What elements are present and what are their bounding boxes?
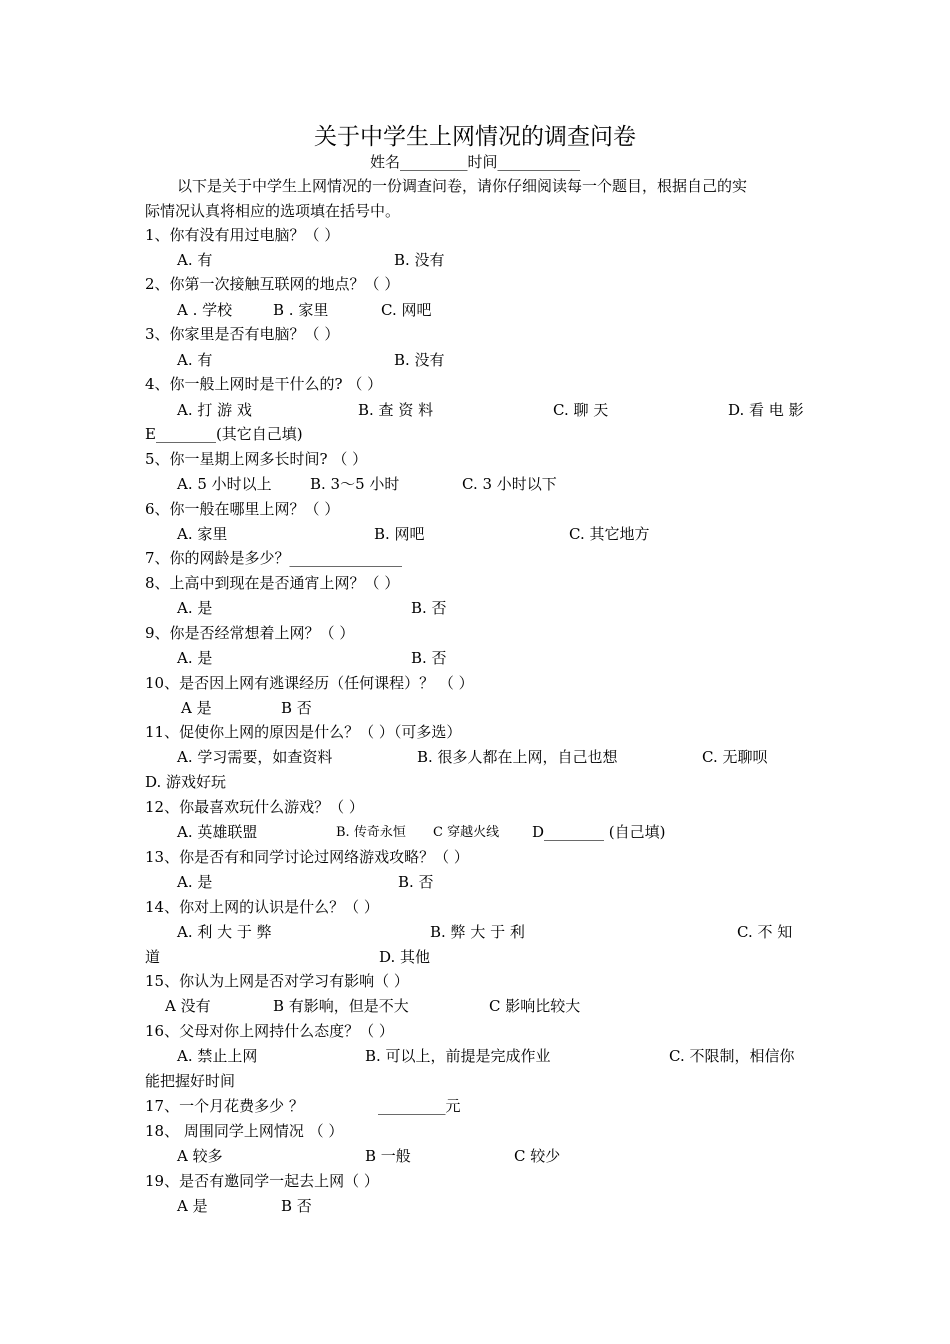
question-15 xyxy=(145,969,808,994)
intro-line-1: 以下是关于中学生上网情况的一份调查问卷，请你仔细阅读每一个题目，根据自己的实 xyxy=(177,177,748,195)
question-4-options-cont xyxy=(145,422,808,447)
question-7 xyxy=(145,546,808,571)
intro-paragraph-cont xyxy=(145,199,808,224)
question-4-options xyxy=(145,398,808,423)
question-9 xyxy=(145,621,808,646)
option-b: B. 否 xyxy=(411,599,447,617)
question-14-options xyxy=(145,920,808,945)
question-text: 17、一个月花费多少 ？ xyxy=(145,1097,304,1115)
question-3-options xyxy=(145,348,808,373)
option-a: A. 打 游 戏 xyxy=(177,401,252,419)
option-a: A 是 xyxy=(177,1197,208,1215)
option-a: A. 是 xyxy=(177,873,213,891)
question-text: 10、是否因上网有逃课经历（任何课程）？ （ ） xyxy=(145,674,474,692)
question-text: 18、 周围同学上网情况 （ ） xyxy=(145,1122,344,1140)
question-text: 3、你家里是否有电脑？（ ） xyxy=(145,325,340,343)
option-a: A. 是 xyxy=(177,649,213,667)
option-d: D________ (自己填) xyxy=(532,823,666,841)
question-18 xyxy=(145,1119,808,1144)
option-c: C. 网吧 xyxy=(381,301,432,319)
question-10-options xyxy=(145,696,808,721)
question-text: 4、你一般上网时是干什么的? （ ） xyxy=(145,375,383,393)
question-4 xyxy=(145,372,808,397)
question-19-options xyxy=(145,1194,808,1219)
option-b: B. 没有 xyxy=(394,251,445,269)
question-15-options xyxy=(145,994,808,1019)
question-16 xyxy=(145,1019,808,1044)
option-d: D. 看 电 影 xyxy=(728,401,804,419)
question-16-options-cont xyxy=(145,1069,808,1094)
intro-line-2: 际情况认真将相应的选项填在括号中。 xyxy=(145,202,401,220)
question-text: 11、促使你上网的原因是什么？（ ）（可多选） xyxy=(145,723,462,741)
question-13-options xyxy=(145,870,808,895)
option-c-continued: 能把握好时间 xyxy=(145,1072,236,1090)
question-text: 16、父母对你上网持什么态度？（ ） xyxy=(145,1022,394,1040)
option-a: A. 禁止上网 xyxy=(177,1047,258,1065)
question-10 xyxy=(145,671,808,696)
option-d: D. 游戏好玩 xyxy=(145,773,227,791)
question-18-options xyxy=(145,1144,808,1169)
option-d: D. 其他 xyxy=(379,948,431,966)
question-1 xyxy=(145,223,808,248)
option-c: C. 聊 天 xyxy=(553,401,609,419)
question-12 xyxy=(145,795,808,820)
option-b: B. 可以上，前提是完成作业 xyxy=(365,1047,551,1065)
question-6-options xyxy=(145,522,808,547)
option-b: B. 否 xyxy=(411,649,447,667)
question-text: 14、你对上网的认识是什么？（ ） xyxy=(145,898,379,916)
question-1-options xyxy=(145,248,808,273)
question-2 xyxy=(145,272,808,297)
option-a: A. 5 小时以上 xyxy=(177,475,272,493)
option-c: C 穿越火线 xyxy=(433,825,500,840)
option-c-continued: 道 xyxy=(145,948,161,966)
option-c: C 影响比较大 xyxy=(489,997,581,1015)
question-11-options xyxy=(145,745,808,770)
question-text: 15、你认为上网是否对学习有影响（ ） xyxy=(145,972,409,990)
question-text: 6、你一般在哪里上网？（ ） xyxy=(145,500,340,518)
question-text: 8、上高中到现在是否通宵上网？（ ） xyxy=(145,574,400,592)
option-a: A . 学校 xyxy=(177,301,233,319)
question-text: 19、是否有邀同学一起去上网（ ） xyxy=(145,1172,379,1190)
question-17 xyxy=(145,1094,808,1119)
name-time-line: 姓名_________时间___________ xyxy=(369,153,580,171)
question-16-options xyxy=(145,1044,808,1069)
option-b: B 否 xyxy=(281,699,312,717)
option-a: A. 是 xyxy=(177,599,213,617)
option-a: A. 学习需要，如查资料 xyxy=(177,748,333,766)
option-c: C. 其它地方 xyxy=(569,525,650,543)
option-c: C. 无聊呗 xyxy=(702,748,768,766)
option-a: A. 英雄联盟 xyxy=(177,823,258,841)
option-e: E________(其它自己填) xyxy=(145,425,303,443)
option-c: C. 不 知 xyxy=(737,923,793,941)
option-a: A 较多 xyxy=(177,1147,223,1165)
option-a: A. 有 xyxy=(177,351,213,369)
question-5-options xyxy=(145,472,808,497)
question-text: 12、你最喜欢玩什么游戏？（ ） xyxy=(145,798,364,816)
question-14 xyxy=(145,895,808,920)
option-b: B. 没有 xyxy=(394,351,445,369)
question-14-options-cont xyxy=(145,945,808,970)
question-9-options xyxy=(145,646,808,671)
document-title: 关于中学生上网情况的调查问卷 xyxy=(314,124,636,150)
question-5 xyxy=(145,447,808,472)
option-c: C. 3 小时以下 xyxy=(462,475,557,493)
intro-paragraph xyxy=(145,174,808,199)
option-b: B. 很多人都在上网，自己也想 xyxy=(417,748,618,766)
option-a: A. 家里 xyxy=(177,525,228,543)
question-text: 2、你第一次接触互联网的地点？（ ） xyxy=(145,275,400,293)
question-3 xyxy=(145,322,808,347)
option-b: B. 弊 大 于 利 xyxy=(430,923,525,941)
question-12-options xyxy=(145,820,808,845)
question-19 xyxy=(145,1169,808,1194)
option-b: B. 传奇永恒 xyxy=(336,825,406,840)
option-b: B. 查 资 料 xyxy=(358,401,434,419)
question-text: 1、你有没有用过电脑？（ ） xyxy=(145,226,340,244)
question-text: 13、你是否有和同学讨论过网络游戏攻略？（ ） xyxy=(145,848,469,866)
question-6 xyxy=(145,497,808,522)
question-11 xyxy=(145,720,808,745)
question-text: 7、你的网龄是多少？_______________ xyxy=(145,549,403,567)
option-c: C 较少 xyxy=(514,1147,561,1165)
question-text: 9、你是否经常想着上网？（ ） xyxy=(145,624,355,642)
question-13 xyxy=(145,845,808,870)
option-a: A. 有 xyxy=(177,251,213,269)
option-b: B. 否 xyxy=(398,873,434,891)
question-8-options xyxy=(145,596,808,621)
question-11-options-cont xyxy=(145,770,808,795)
option-b: B. 3～5 小时 xyxy=(310,475,400,493)
answer-blank: _________元 xyxy=(378,1097,461,1115)
option-c: C. 不限制，相信你 xyxy=(669,1047,795,1065)
option-a: A 没有 xyxy=(165,997,211,1015)
question-text: 5、你一星期上网多长时间? （ ） xyxy=(145,450,368,468)
option-b: B 有影响，但是不大 xyxy=(273,997,409,1015)
question-8 xyxy=(145,571,808,596)
question-2-options xyxy=(145,298,808,323)
option-b: B 一般 xyxy=(365,1147,411,1165)
option-a: A. 利 大 于 弊 xyxy=(177,923,272,941)
option-b: B . 家里 xyxy=(273,301,329,319)
option-b: B. 网吧 xyxy=(374,525,425,543)
option-b: B 否 xyxy=(281,1197,312,1215)
option-a: A 是 xyxy=(181,699,212,717)
